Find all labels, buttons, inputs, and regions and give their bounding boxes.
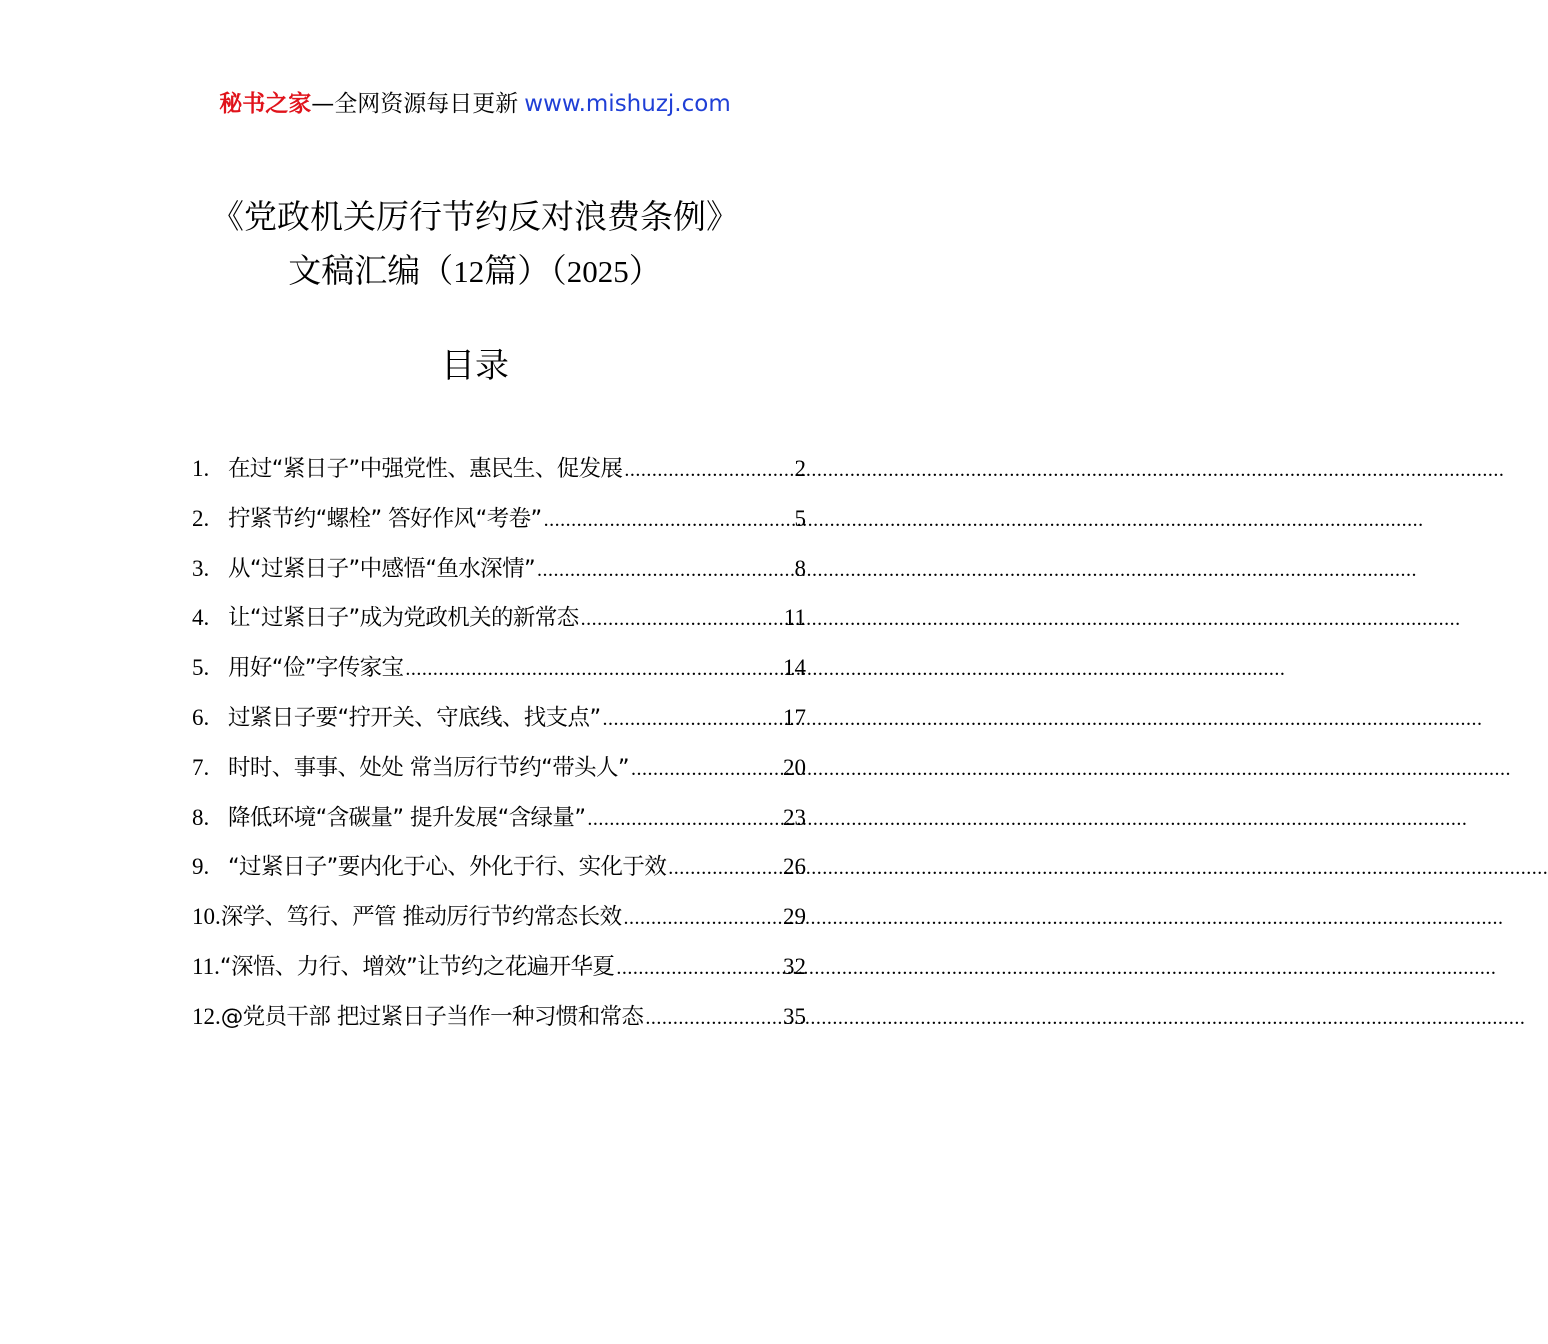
toc-entry-title: 在过“紧日子”中强党性、惠民生、促发展: [228, 456, 623, 482]
toc-entry[interactable]: [192, 793, 806, 843]
toc-entry[interactable]: [192, 494, 806, 544]
toc-entry[interactable]: [192, 743, 806, 793]
toc-entry-title: 让“过紧日子”成为党政机关的新常态: [228, 605, 579, 632]
toc-dot-leader: [631, 745, 781, 795]
toc-dot-leader: [581, 595, 782, 645]
toc-entry-page: 14: [783, 655, 806, 681]
toc-dot-leader: [544, 496, 793, 546]
toc-dot-leader: [645, 994, 781, 1044]
toc-entry-title: @党员干部 把过紧日子当作一种习惯和常态: [220, 1003, 644, 1030]
toc-entry-number: 9.: [192, 854, 210, 880]
table-of-contents: [192, 444, 806, 1042]
toc-dot-leader: [405, 645, 781, 695]
toc-entry[interactable]: [192, 942, 806, 992]
toc-entry-page: 35: [783, 1003, 806, 1029]
site-slogan: —全网资源每日更新: [311, 91, 519, 117]
toc-entry-number: 5.: [192, 655, 210, 681]
toc-dot-leader: [587, 795, 781, 845]
document-title: [0, 190, 950, 299]
title-line-2-prefix: 文稿汇编（: [288, 251, 454, 290]
toc-entry-number: 8.: [192, 804, 210, 830]
toc-entry-title: 时时、事事、处处 常当厉行节约“带头人”: [228, 754, 629, 781]
title-count: 12: [453, 254, 485, 289]
brand-name: 秘书之家: [219, 91, 312, 117]
toc-entry-page: 23: [783, 804, 806, 830]
toc-entry-title: 从“过紧日子”中感悟“鱼水深情”: [228, 555, 536, 582]
toc-dot-leader: [616, 944, 781, 994]
toc-entry-title: 降低环境“含碳量” 提升发展“含绿量”: [228, 804, 586, 831]
title-line-2-mid: 篇）（: [484, 251, 567, 290]
title-line-2: [0, 244, 950, 299]
toc-entry-number: 1.: [192, 456, 210, 481]
toc-dot-leader: [603, 695, 781, 745]
toc-entry-page: 11: [783, 605, 806, 631]
toc-entry-number: 4.: [192, 605, 210, 631]
toc-entry-title: “过紧日子”要内化于心、外化于行、实化于效: [228, 854, 667, 881]
toc-dot-leader: [668, 844, 781, 894]
toc-entry[interactable]: [192, 544, 806, 594]
toc-entry-number: 2.: [192, 505, 210, 531]
toc-entry-number: 12.: [192, 1003, 221, 1029]
toc-entry[interactable]: [192, 593, 806, 643]
toc-entry-title: 深学、笃行、严管 推动厉行节约常态长效: [220, 904, 622, 931]
toc-entry-page: 20: [783, 754, 806, 780]
toc-entry-title: 过紧日子要“拧开关、守底线、找支点”: [228, 704, 601, 731]
toc-dot-leader: [624, 446, 792, 496]
toc-entry-number: 3.: [192, 555, 210, 581]
toc-entry-page: 26: [783, 854, 806, 880]
toc-entry-page: 17: [783, 704, 806, 730]
title-line-2-suffix: ）: [628, 251, 662, 290]
toc-dot-leader: [537, 546, 792, 596]
toc-entry-number: 11.: [192, 953, 220, 979]
toc-heading: 目录: [441, 346, 509, 386]
site-url-link[interactable]: www.mishuzj.com: [524, 91, 731, 117]
toc-entry[interactable]: [192, 992, 806, 1042]
toc-entry-title: 用好“俭”字传家宝: [228, 655, 404, 682]
toc-entry[interactable]: [192, 892, 806, 942]
toc-entry-page: 32: [783, 953, 806, 979]
toc-entry-number: 7.: [192, 754, 210, 780]
toc-entry-page: 5: [794, 505, 806, 531]
toc-entry-page: 8: [794, 555, 806, 581]
toc-entry-page: 2: [794, 456, 806, 481]
toc-entry[interactable]: [192, 643, 806, 693]
toc-entry[interactable]: [192, 693, 806, 743]
toc-entry-number: 10.: [192, 904, 221, 930]
toc-entry-page: 29: [783, 904, 806, 930]
title-line-1: 《党政机关厉行节约反对浪费条例》: [211, 197, 739, 236]
site-header: [0, 88, 950, 120]
toc-entry[interactable]: [192, 444, 806, 494]
toc-entry-title: “深悟、力行、增效”让节约之花遍开华夏: [219, 953, 615, 980]
title-year: 2025: [566, 254, 629, 289]
toc-entry-number: 6.: [192, 704, 210, 730]
toc-entry-title: 拧紧节约“螺栓” 答好作风“考卷”: [228, 505, 542, 532]
toc-entry[interactable]: [192, 842, 806, 892]
toc-dot-leader: [624, 894, 781, 944]
